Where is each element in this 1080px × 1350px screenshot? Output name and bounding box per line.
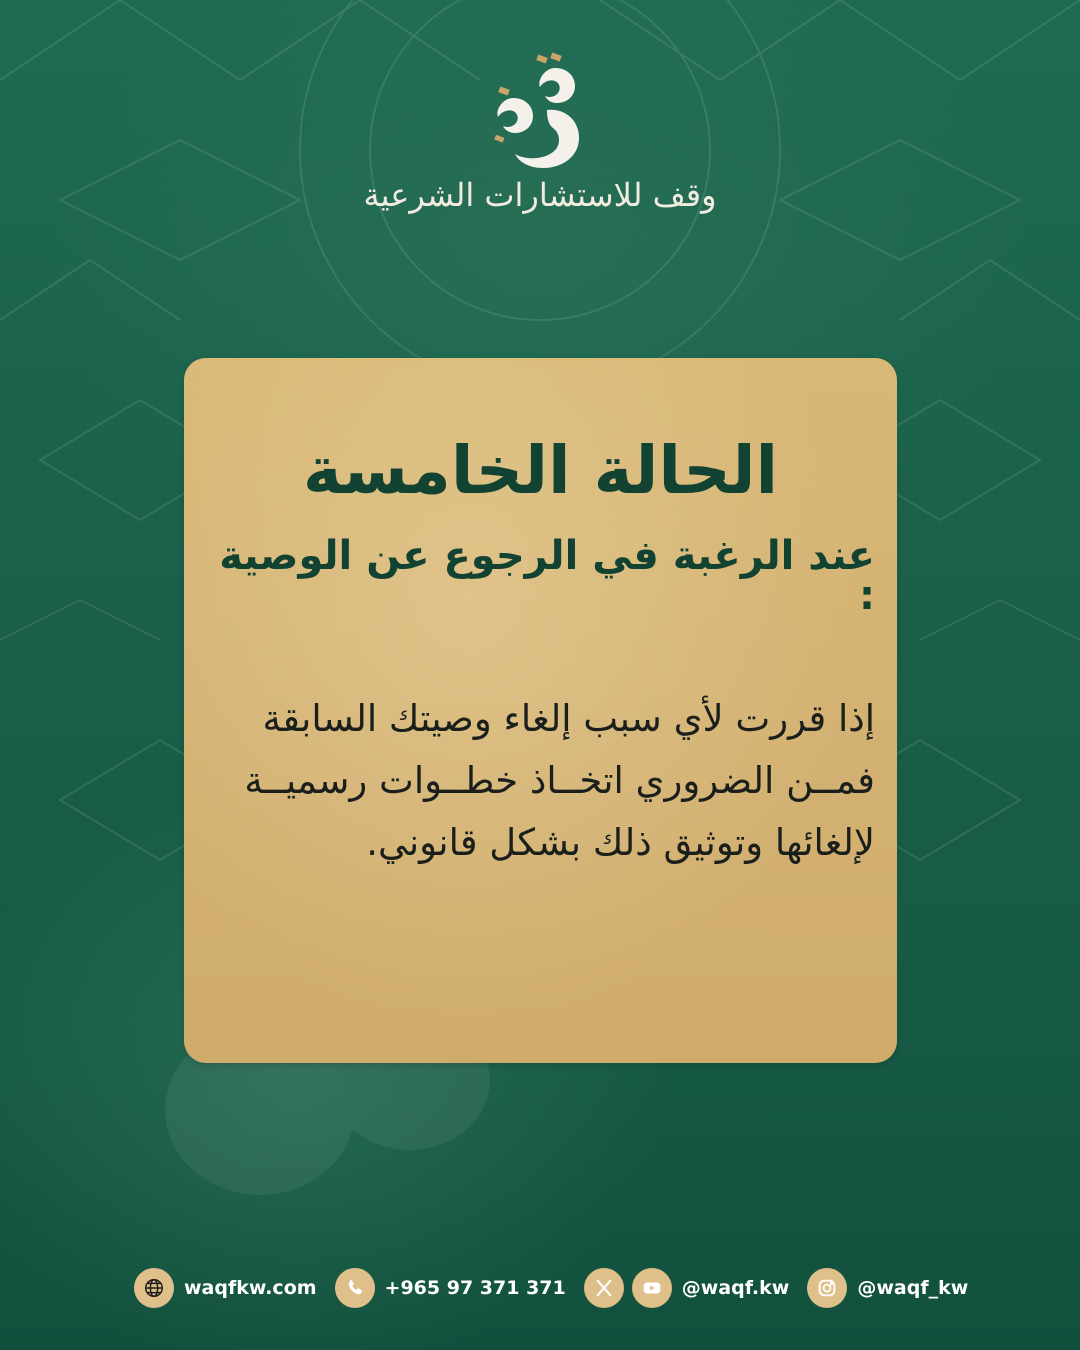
body-line: إذا قررت لأي سبب إلغاء وصيتك السابقة — [262, 697, 875, 740]
contact-bar — [134, 1267, 986, 1309]
x-icon — [584, 1268, 624, 1308]
phone-link[interactable] — [335, 1268, 566, 1308]
youtube-icon — [632, 1268, 672, 1308]
globe-icon — [134, 1268, 174, 1308]
website-text: waqfkw.com — [184, 1277, 317, 1299]
instagram-handle-text: @waqf_kw — [857, 1277, 969, 1299]
brand-name-text: وقف للاستشارات الشرعية — [363, 176, 717, 214]
waqf-logo-mark-icon — [485, 50, 595, 170]
brand-logo — [0, 50, 1080, 214]
info-card — [184, 358, 897, 1063]
card-title: الحالة الخامسة — [302, 432, 779, 509]
phone-text: +965 97 371 371 — [384, 1277, 566, 1299]
instagram-icon — [807, 1268, 847, 1308]
phone-icon — [335, 1268, 375, 1308]
card-body — [206, 688, 875, 874]
instagram-link[interactable] — [807, 1268, 968, 1308]
x-youtube-link[interactable] — [584, 1268, 790, 1308]
card-subtitle: عند الرغبة في الرجوع عن الوصية : — [219, 533, 875, 619]
body-line: فمــن الضروري اتخــاذ خطــوات رسميــة — [244, 759, 875, 802]
body-line: لإلغائها وتوثيق ذلك بشكل قانوني. — [366, 821, 875, 864]
website-link[interactable] — [134, 1268, 317, 1308]
x-youtube-handle-text: @waqf.kw — [681, 1277, 790, 1299]
